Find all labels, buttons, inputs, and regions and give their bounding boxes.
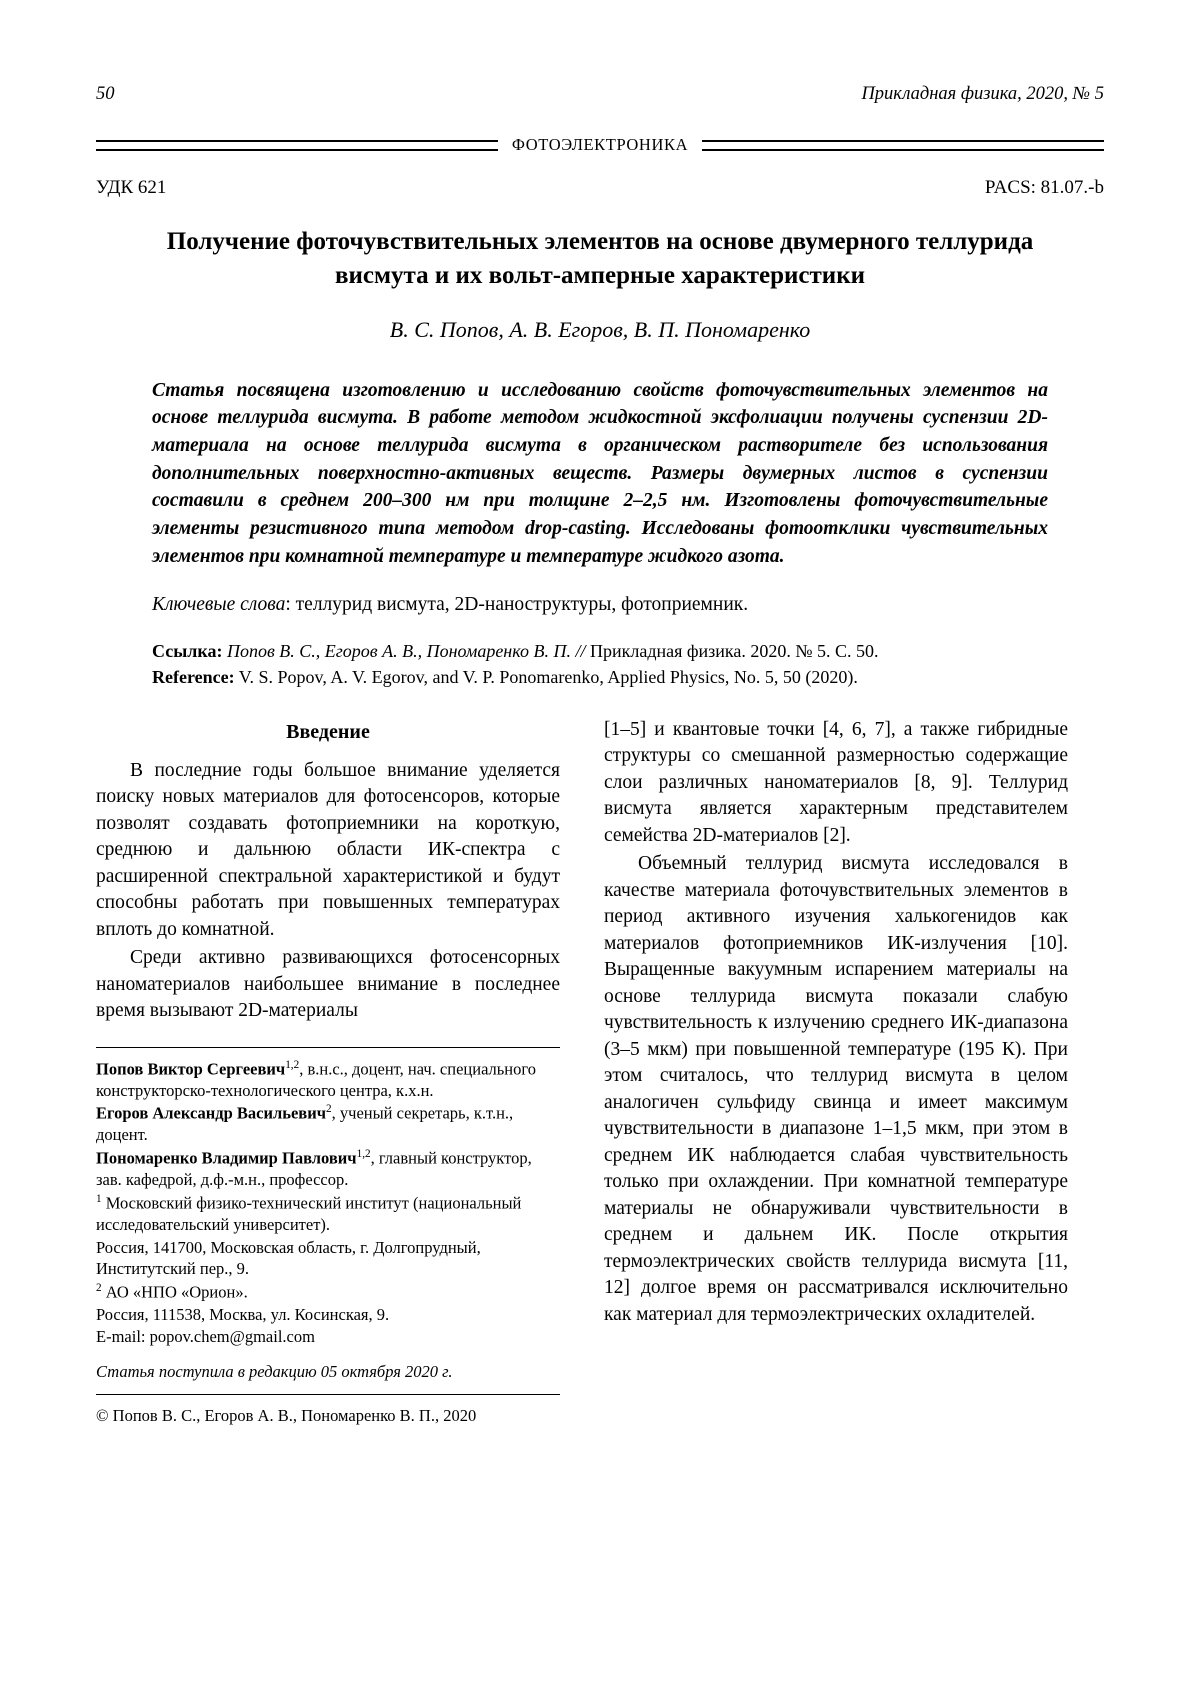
citation-ru: [152, 638, 1048, 664]
classification-row: [96, 177, 1104, 199]
author-list: В. С. Попов, А. В. Егоров, В. П. Пономаренко: [389, 316, 811, 342]
page-title: Получение фоточувствительных элементов на основе двумерного теллурида висмута и их вольт-амперные характеристики: [166, 228, 1034, 289]
paragraph: [1–5] и квантовые точки [4, 6, 7], а также гибридные структуры со смешанной размерностью содержащие слои различных наноматериалов [8, 9]. Теллурид висмута является характерным представителем семейства 2D-материалов [2].: [604, 718, 1068, 846]
footnote-author-3-role: , главный конструктор, зав. кафедрой, д.ф.-м.н., профессор.: [96, 1148, 532, 1190]
footnote-author-3-name: Пономаренко Владимир Павлович: [96, 1148, 357, 1168]
citation-en-label: Reference:: [152, 667, 235, 688]
footnote-author-1-marker: 1,2: [285, 1058, 300, 1071]
footnote-author-2-marker: 2: [326, 1103, 332, 1116]
footnote-block: [96, 1047, 560, 1427]
affiliation-2-marker: 2: [96, 1281, 102, 1294]
footnote-author-1: [96, 1058, 560, 1102]
right-column: [604, 717, 1068, 1427]
citation-en-source: V. S. Popov, A. V. Egorov, and V. P. Ponomarenko, Applied Physics, No. 5, 50 (2020).: [234, 667, 858, 688]
footnote-author-3-marker: 1,2: [356, 1148, 371, 1161]
footnote-affiliation-2: [96, 1281, 560, 1303]
affiliation-1-name: Московский физико-технический институт (национальный исследовательский университет).: [96, 1193, 522, 1234]
pacs-code: PACS: 81.07.-b: [984, 177, 1104, 198]
copyright-line: © Попов В. С., Егоров А. В., Пономаренко В. П., 2020: [96, 1394, 560, 1427]
paragraph: В последние годы большое внимание уделяется поиску новых материалов для фотосенсоров, которые позволят создавать фотоприемники на короткую, среднюю и дальнюю области ИК-спектра с расширенной спектральной характеристикой и будут способны работать при повышенных температурах вплоть до комнатной.: [96, 759, 560, 940]
journal-reference: Прикладная физика, 2020, № 5: [861, 84, 1104, 104]
citation-ru-label: Ссылка:: [152, 641, 223, 662]
citation-en: [152, 664, 1048, 690]
citation-ru-source: Прикладная физика. 2020. № 5. С. 50.: [585, 641, 879, 662]
subheading-introduction: Введение: [286, 720, 370, 743]
footnote-author-2: [96, 1102, 560, 1146]
paragraph: Объемный теллурид висмута исследовался в качестве материала фоточувствительных элементов в период активного изучения халькогенидов как материалов фотоприемников ИК-излучения [10]. Выращенные вакуумным испарением материалы на основе теллурида висмута показали слабую чувствительность к излучению среднего ИК-диапазона (3–5 мкм) при повышенной температуре (195 К). При этом считалось, что теллурид висмута в целом аналогичен сульфиду свинца и имеет максимум чувствительности в диапазоне 1–1,5 мкм, при этом в среднем ИК наблюдается слабая чувствительность только при охлаждении. При комнатной температуре материалы не обнаруживали чувствительности в среднем и дальнем ИК. После открытия термоэлектрических свойств теллурида висмута [11, 12] долгое время он рассматривался исключительно как материал для термоэлектрических охладителей.: [604, 853, 1068, 1325]
two-column-body: [96, 717, 1104, 1427]
footnote-author-1-role: , в.н.с., доцент, нач. специального конструкторско-технологического центра, к.х.н.: [96, 1059, 536, 1100]
keywords: [152, 594, 1048, 616]
received-date: Статья поступила в редакцию 05 октября 2020 г.: [96, 1362, 453, 1382]
affiliation-1-marker: 1: [96, 1192, 102, 1205]
keywords-label: Ключевые слова: [152, 594, 286, 616]
section-label: ФОТОЭЛЕКТРОНИКА: [511, 135, 689, 154]
footnote-author-2-role: , ученый секретарь, к.т.н., доцент.: [96, 1103, 514, 1145]
abstract: Статья посвящена изготовлению и исследованию свойств фоточувствительных элементов на основе теллурида висмута. В работе методом жидкостной эксфолиации получены суспензии 2D-материала на основе теллурида висмута в органическом растворителе без использования дополнительных поверхностно-активных веществ. Размеры двумерных листов в суспензии составили в среднем 200–300 нм при толщине 2–2,5 нм. Изготовлены фоточувствительные элементы резистивного типа методом drop-casting. Исследованы фотоотклики чувствительных элементов при комнатной температуре и температуре жидкого азота.: [152, 379, 1048, 567]
citation-ru-authors: Попов В. С., Егоров А. В., Пономаренко В. П. //: [226, 641, 586, 662]
footnote-author-1-name: Попов Виктор Сергеевич: [96, 1059, 286, 1079]
section-heading-rule: [96, 135, 1104, 155]
keywords-value: : теллурид висмута, 2D-наноструктуры, фотоприемник.: [285, 594, 749, 616]
footnote-affiliation-2-address: Россия, 111538, Москва, ул. Косинская, 9.: [96, 1304, 390, 1324]
rule-right: [702, 140, 1104, 151]
footnote-affiliation-1: [96, 1192, 560, 1236]
left-column: [96, 717, 560, 1427]
citation-block: [152, 638, 1048, 690]
footnote-affiliation-1-address: Россия, 141700, Московская область, г. Долгопрудный, Институтский пер., 9.: [96, 1237, 481, 1279]
footnote-author-3: [96, 1147, 560, 1191]
affiliation-2-name: АО «НПО «Орион».: [101, 1282, 248, 1302]
footnote-author-2-name: Егоров Александр Васильевич: [96, 1103, 327, 1123]
running-head: [96, 84, 1104, 105]
page-number: 50: [96, 84, 115, 104]
paragraph: Среди активно развивающихся фотосенсорных наноматериалов наибольшее внимание в последнее время вызывают 2D-материалы: [96, 947, 560, 1022]
udc-code: УДК 621: [96, 177, 167, 198]
footnote-email[interactable]: E-mail: popov.chem@gmail.com: [96, 1327, 315, 1347]
rule-left: [96, 140, 498, 151]
